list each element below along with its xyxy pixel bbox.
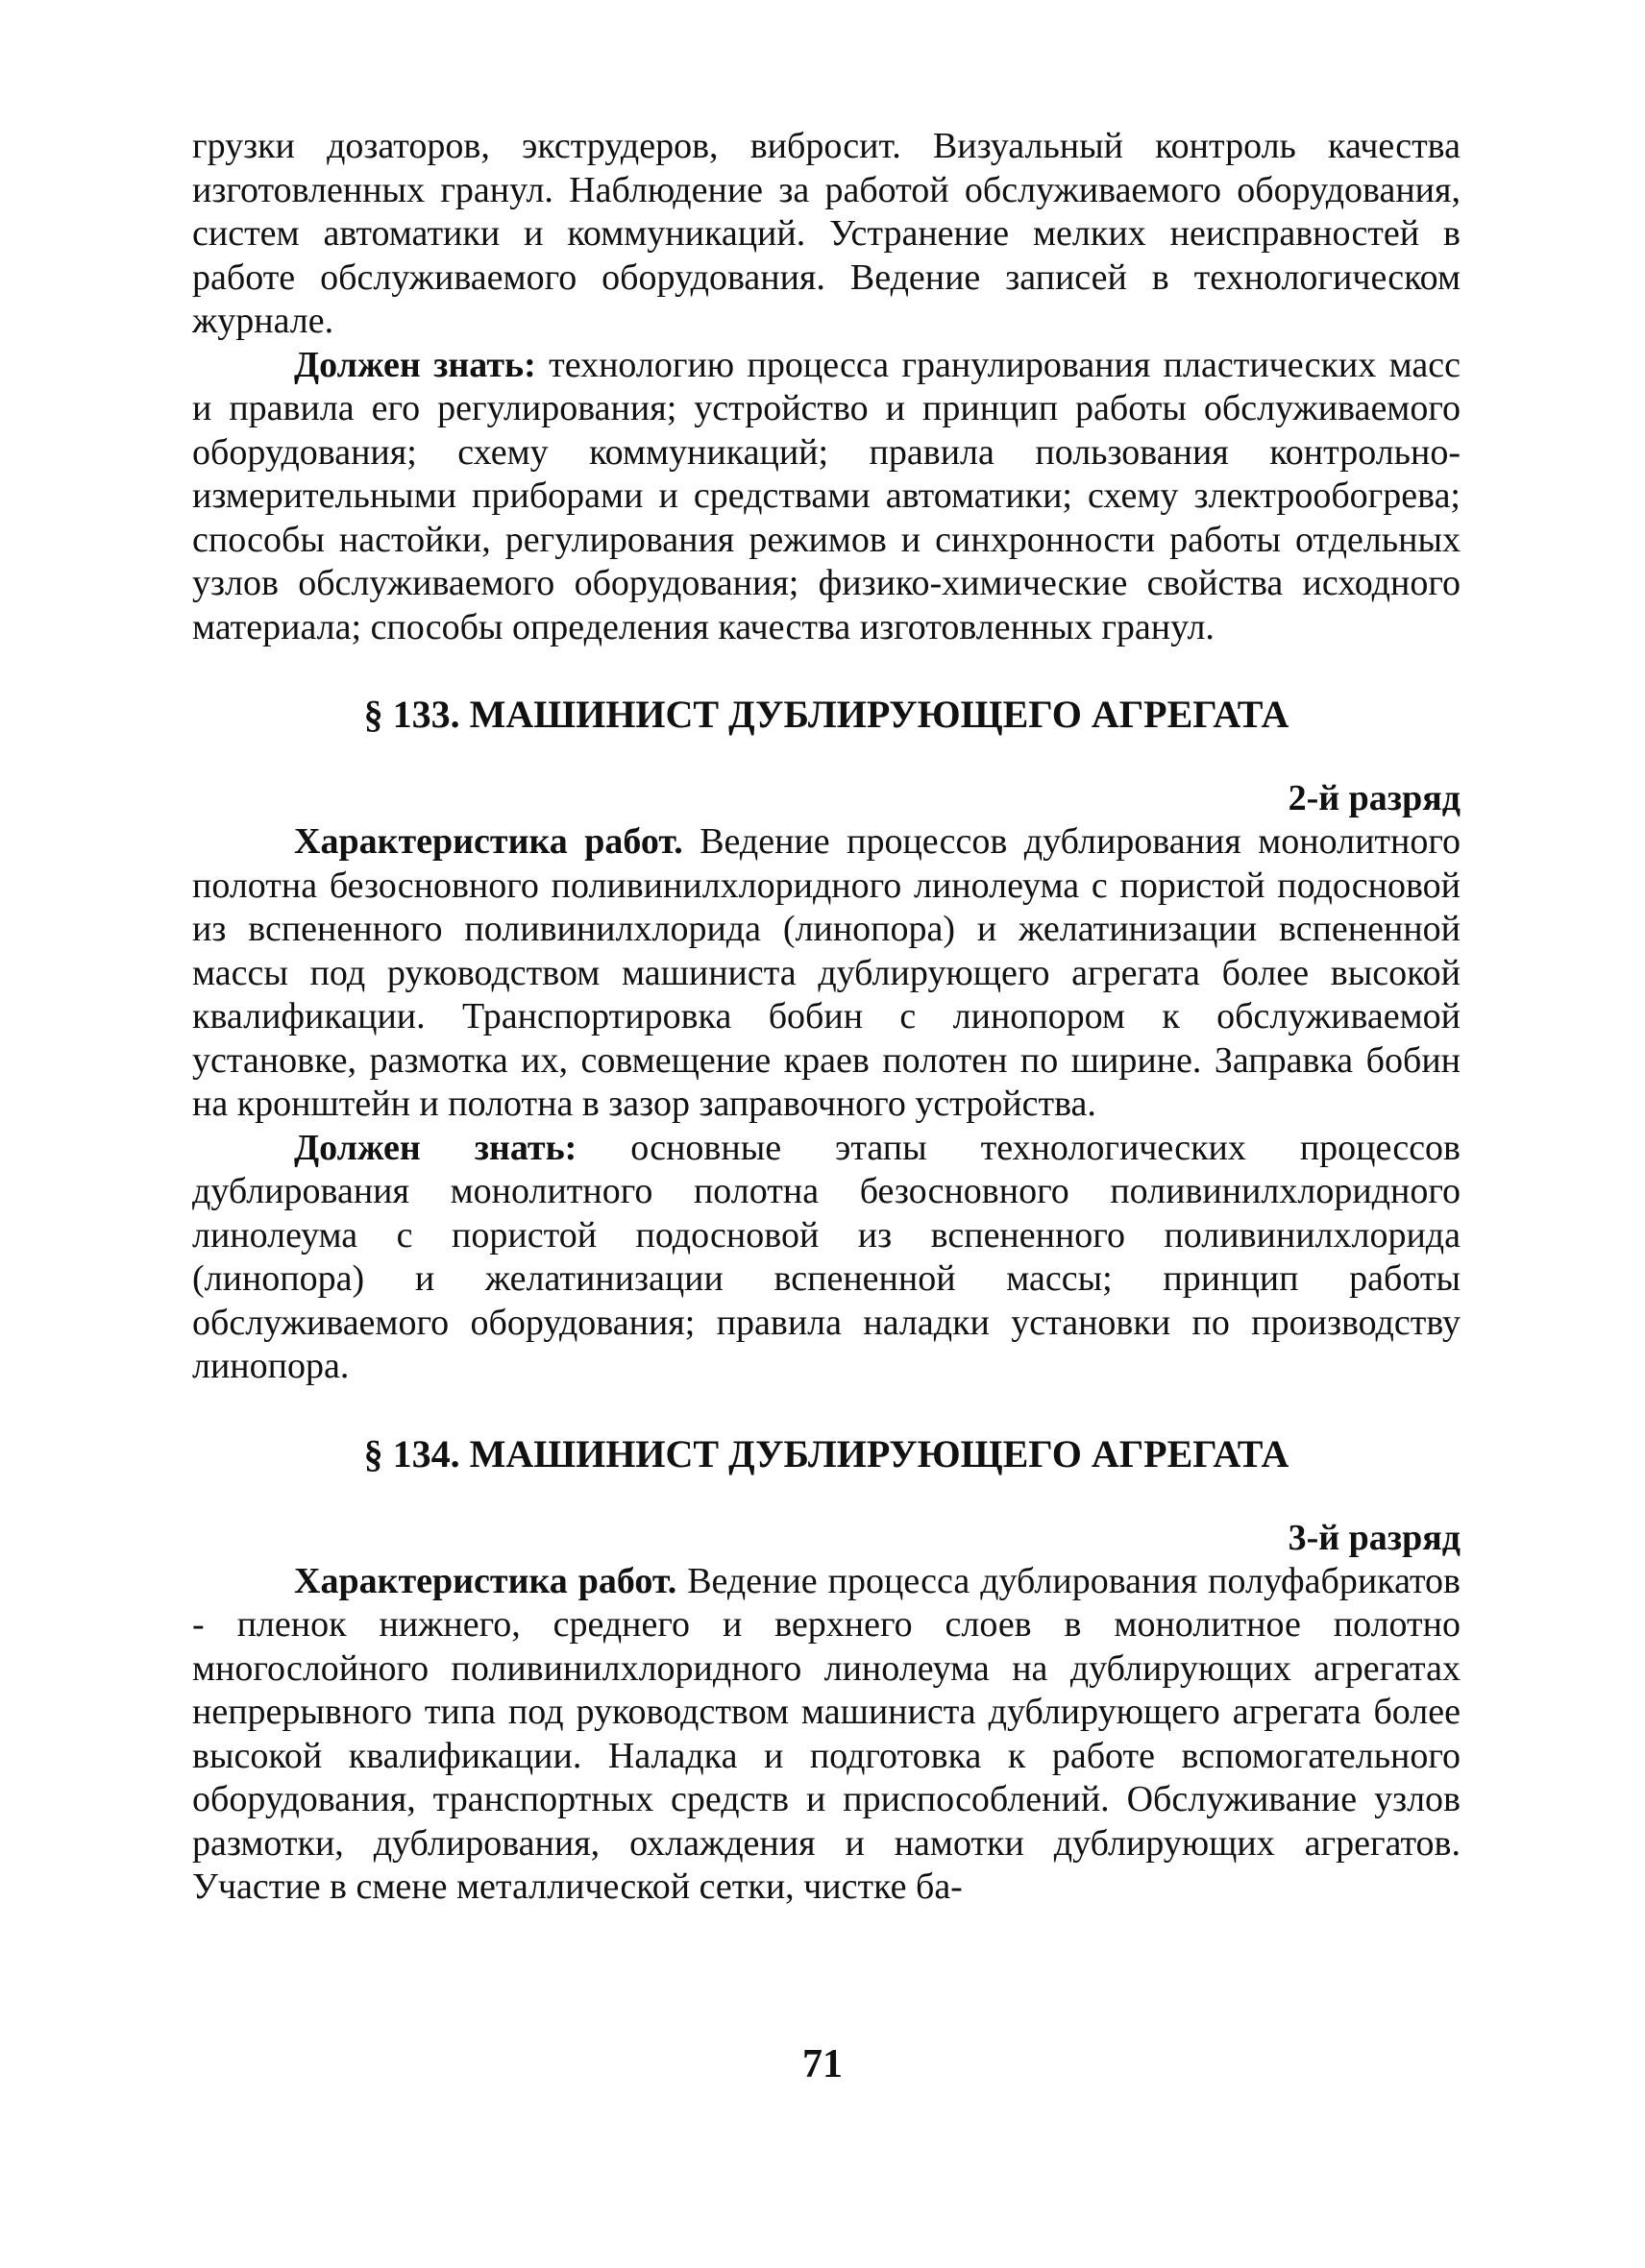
- must-know-text: основные этапы технологических процессов дублирования монолитного полотна безосновного поливинилхлоридного линолеума с пористой подосновой из вспененного поливинилхлорида (линопора) и желатинизации вспененной массы; принцип работы обслуживаемого оборудования; правила наладки установки по производству линопора.: [192, 1127, 1461, 1386]
- characteristics-text: Ведение процесса дублирования полуфабрикатов - пленок нижнего, среднего и верхнего слоев в монолитное полотно многослойного поливинилхлоридного линолеума на дублирующих агрегатах непрерывного типа под руководством машиниста дублирующего агрегата более высокой квалификации. Наладка и подготовка к работе вспомогательного оборудования, транспортных средств и приспособлений. Обслуживание узлов размотки, дублирования, охлаждения и намотки дублирующих агрегатов. Участие в смене металлической сетки, чистке ба-: [192, 1560, 1461, 1907]
- section-134-heading: § 134. МАШИНИСТ ДУБЛИРУЮЩЕГО АГРЕГАТА: [363, 1431, 1289, 1475]
- must-know-text: технологию процесса гранулирования пластических масс и правила его регулирования; устройство и принцип работы обслуживаемого оборудования; схему коммуникаций; правила пользования контрольно-измерительными приборами и средствами автоматики; схему злектрообогрева; способы настойки, регулирования режимов и синхронности работы отдельных узлов обслуживаемого оборудования; физико-химические свойства исходного материала; способы определения качества изготовленных гранул.: [192, 344, 1461, 647]
- characteristics-text: Ведение процессов дублирования монолитного полотна безосновного поливинилхлоридного линолеума с пористой подосновой из вспененного поливинилхлорида (линопора) и желатинизации вспененной массы под руководством машиниста дублирующего агрегата более высокой квалификации. Транспортировка бобин с линопором к обслуживаемой установке, размотка их, совмещение краев полотен по ширине. Заправка бобин на кронштейн и полотна в зазор заправочного устройства.: [192, 821, 1461, 1124]
- section-133-must-know-paragraph: [192, 1127, 1461, 1389]
- section-133-grade: 2-й разряд: [1288, 778, 1461, 818]
- must-know-label: Должен знать:: [294, 1127, 577, 1168]
- characteristics-label: Характеристика работ.: [294, 821, 683, 862]
- section-133-heading: § 133. МАШИНИСТ ДУБЛИРУЮЩЕГО АГРЕГАТА: [363, 693, 1289, 736]
- section-134-grade: 3-й разряд: [1288, 1517, 1461, 1558]
- intro-continuation-text: грузки дозаторов, экструдеров, вибросит. Визуальный контроль качества изготовленных гранул. Наблюдение за работой обслуживаемого оборудования, систем автоматики и коммуникаций. Устранение мелких неисправностей в работе обслуживаемого оборудования. Ведение записей в технологическом журнале.: [192, 126, 1461, 341]
- characteristics-label: Характеристика работ.: [294, 1560, 677, 1601]
- page-number: 71: [802, 2042, 843, 2086]
- page-body: [192, 125, 1461, 1910]
- section-134-characteristics-paragraph: [192, 1560, 1461, 1910]
- intro-must-know-paragraph: [192, 344, 1461, 650]
- intro-paragraph: [192, 125, 1461, 344]
- section-133-characteristics-paragraph: [192, 820, 1461, 1127]
- must-know-label: Должен знать:: [294, 344, 536, 385]
